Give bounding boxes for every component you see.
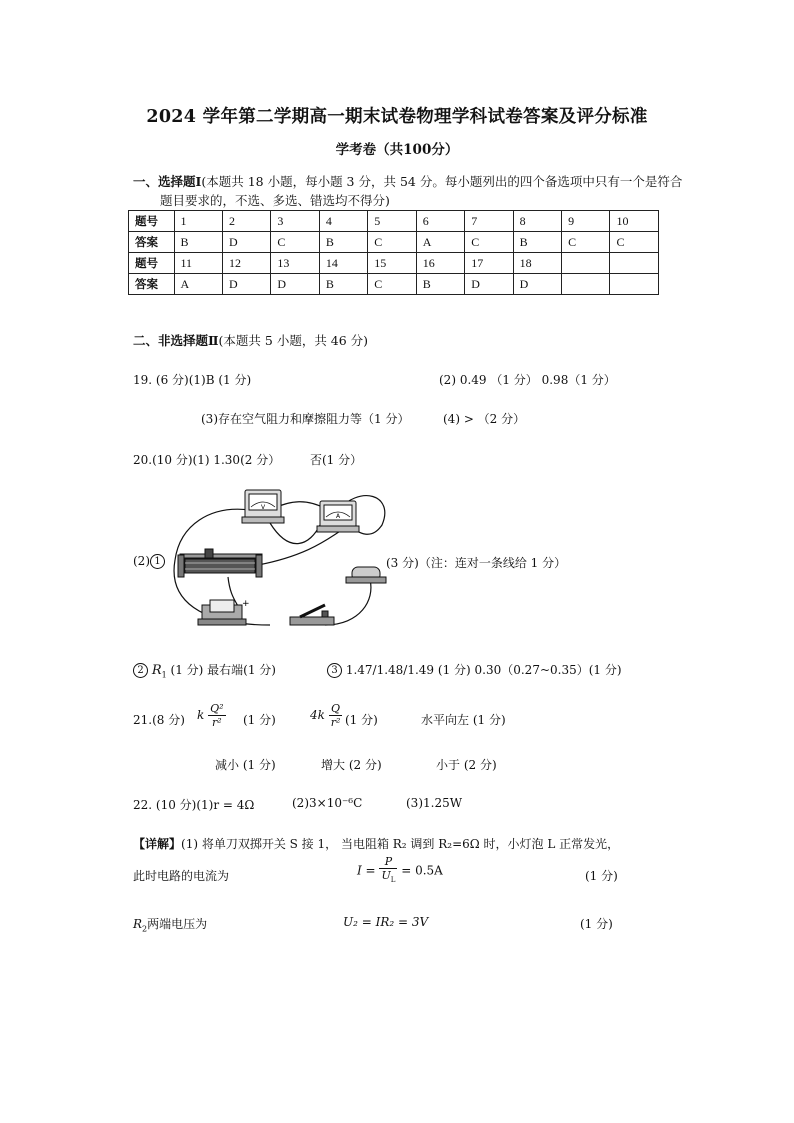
rheostat [178, 549, 262, 577]
table-cell: 8 [513, 211, 561, 232]
table-cell [562, 253, 610, 274]
table-cell: 17 [465, 253, 513, 274]
table-cell [562, 274, 610, 295]
q19-line2-a: (3)存在空气阻力和摩擦阻力等（1 分） [201, 412, 410, 426]
q20-line1-b: 否(1 分） [310, 453, 363, 467]
table-cell: A [174, 274, 222, 295]
table-cell: C [368, 274, 416, 295]
table-cell: 13 [271, 253, 319, 274]
q21-formula2 [310, 702, 342, 729]
detail-heading: 【详解】 [133, 837, 182, 851]
table-cell: C [562, 232, 610, 253]
circle-number-1: 1 [150, 554, 165, 569]
q20-line3 [133, 661, 276, 680]
table-cell: B [513, 232, 561, 253]
table-cell: D [222, 232, 270, 253]
voltage-text: 两端电压为 [147, 917, 208, 931]
r-letter: R [151, 663, 162, 678]
section2-heading-line [133, 331, 368, 349]
table-cell: 1 [174, 211, 222, 232]
q19-line1-mid: (2) 0.49 （1 分） 0.98（1 分） [439, 373, 616, 387]
detail-text: (1) 将单刀双掷开关 S 接 1， 当电阻箱 R₂ 调到 R₂=6Ω 时，小灯泡 L 正常发光， [181, 837, 620, 851]
table-cell: B [319, 274, 367, 295]
table-cell: 12 [222, 253, 270, 274]
table-cell: 9 [562, 211, 610, 232]
resistor [346, 567, 386, 583]
q20-line1-a: 20.(10 分)(1) 1.30(2 分） [133, 453, 281, 467]
table-cell: C [368, 232, 416, 253]
eq1-num: P [379, 855, 397, 869]
circuit-diagram [160, 485, 400, 635]
q22-current-label: 此时电路的电流为 [133, 869, 230, 883]
table-cell: D [465, 274, 513, 295]
r2-subscript: 2 [142, 924, 148, 934]
q21-line2-c: 小于 (2 分) [436, 758, 497, 772]
q21-label: 21.(8 分) [133, 713, 185, 727]
battery [198, 599, 250, 625]
fraction-1-num: Q² [210, 702, 224, 715]
q20-line3-b: 1.47/1.48/1.49 (1 分) 0.30（0.27~0.35）(1 分) [345, 663, 622, 677]
table-cell: 2 [222, 211, 270, 232]
table-cell: 15 [368, 253, 416, 274]
table-row [129, 232, 659, 253]
q22-detail [133, 835, 619, 852]
q22-line1-a: 22. (10 分)(1)r = 4Ω [133, 798, 255, 812]
table-cell: A [416, 232, 464, 253]
q21-direction: 水平向左 (1 分) [421, 713, 506, 727]
q19-line2-b: (4) > （2 分） [443, 412, 526, 426]
table-row [129, 211, 659, 232]
table-cell: 16 [416, 253, 464, 274]
table-cell: B [174, 232, 222, 253]
table-cell: C [271, 232, 319, 253]
table-cell: D [222, 274, 270, 295]
switch [290, 605, 334, 625]
q19-line1-left: 19. (6 分)(1)B (1 分) [133, 373, 252, 387]
table-label: 答案 [129, 274, 175, 295]
fraction-1 [208, 702, 225, 729]
q22-score-a: (1 分) [585, 869, 618, 883]
section1-desc-line2: 题目要求的，不选、多选、错选均不得分) [160, 193, 390, 208]
q20-part2-note: (3 分)（注：连对一条线给 1 分） [386, 556, 567, 570]
ammeter-label: A [335, 513, 341, 520]
circle-number-2: 2 [133, 663, 148, 678]
ammeter [317, 501, 359, 532]
table-label: 题号 [129, 211, 175, 232]
q21-score2: (1 分) [345, 713, 378, 727]
q21-line2-a: 减小 (1 分) [215, 758, 276, 772]
table-label: 题号 [129, 253, 175, 274]
table-cell: C [610, 232, 659, 253]
eq1-den-letter: U [381, 869, 391, 882]
section2-desc: (本题共 5 小题，共 46 分) [218, 333, 369, 348]
eq2-text: U₂ = IR₂ = 3V [343, 915, 429, 929]
wire-5 [258, 530, 342, 565]
q20-line3-right [327, 661, 622, 678]
r2-letter: R [133, 917, 143, 931]
eq1-fraction [379, 855, 397, 887]
circle-number-3: 3 [327, 663, 342, 678]
r1-symbol [152, 663, 167, 678]
fraction-1-den: r² [211, 716, 222, 729]
section2-heading: 二、非选择题Ⅱ [133, 333, 219, 348]
eq1-den-sub: L [390, 876, 396, 885]
coef-4k: 4k [310, 708, 325, 722]
table-cell [610, 253, 659, 274]
eq1-den [379, 869, 397, 887]
table-cell: D [271, 274, 319, 295]
q20-part2-text: (2) [133, 554, 150, 568]
eq1-lhs: I = [357, 863, 376, 878]
table-cell [610, 274, 659, 295]
plus-sign: + [242, 599, 250, 609]
table-cell: 6 [416, 211, 464, 232]
fraction-2-den: r² [330, 716, 341, 729]
section1-desc-text: (本题共 18 小题，每小题 3 分，共 54 分。每小题列出的四个备选项中只有一个是符合 [201, 174, 683, 189]
table-cell: B [319, 232, 367, 253]
q22-line1-c: (3)1.25W [406, 796, 463, 810]
k-symbol: k [197, 708, 205, 722]
section1-heading: 一、选择题Ⅰ [133, 174, 202, 189]
page-title: 2024 学年第二学期高一期末试卷物理学科试卷答案及评分标准 [146, 107, 648, 127]
r2-symbol [133, 917, 148, 934]
table-cell: B [416, 274, 464, 295]
page-subtitle: 学考卷（共100分） [335, 142, 459, 158]
table-row [129, 274, 659, 295]
q21-formula1 [197, 702, 226, 729]
q21-line2-b: 增大 (2 分) [321, 758, 382, 772]
wire-2 [270, 523, 320, 544]
table-cell: C [465, 232, 513, 253]
voltmeter-label: V [260, 504, 266, 511]
table-cell: 18 [513, 253, 561, 274]
table-cell: 14 [319, 253, 367, 274]
section1-desc-line1 [133, 172, 682, 190]
voltmeter [242, 490, 284, 523]
table-label: 答案 [129, 232, 175, 253]
table-row [129, 253, 659, 274]
q22-score-b: (1 分) [580, 917, 613, 931]
fraction-2-num: Q [329, 702, 343, 716]
q22-eq1 [357, 855, 443, 887]
table-cell: 3 [271, 211, 319, 232]
q22-voltage-label [133, 915, 207, 933]
table-cell: 4 [319, 211, 367, 232]
table-cell: D [513, 274, 561, 295]
table-cell: 7 [465, 211, 513, 232]
fraction-2 [329, 702, 343, 729]
r-subscript: 1 [161, 670, 167, 680]
table-cell: 11 [174, 253, 222, 274]
eq1-rhs: = 0.5A [401, 863, 443, 878]
table-cell: 5 [368, 211, 416, 232]
table-cell: 10 [610, 211, 659, 232]
q22-line1-b: (2)3×10⁻⁶C [292, 796, 363, 810]
q22-eq2 [343, 915, 428, 929]
q21-score1: (1 分) [243, 713, 276, 727]
q20-line3-a: (1 分) 最右端(1 分) [170, 663, 276, 677]
answer-table [128, 210, 659, 295]
